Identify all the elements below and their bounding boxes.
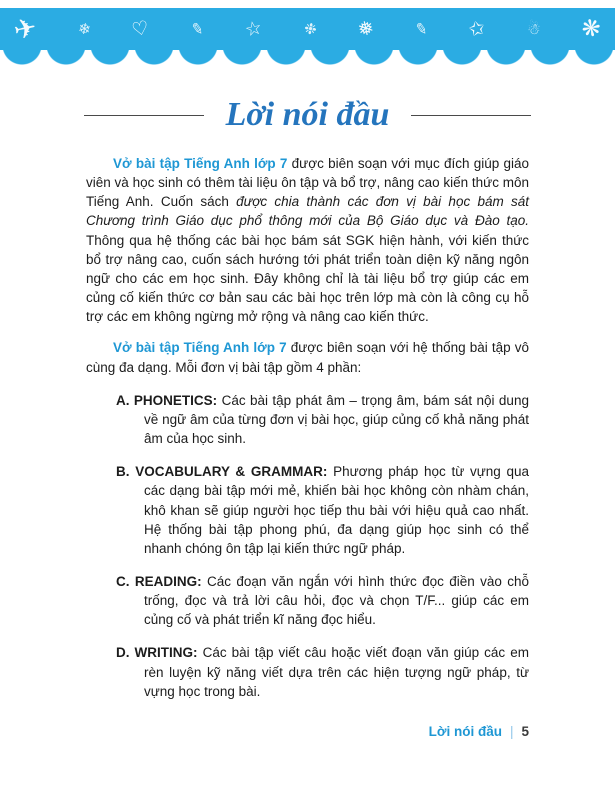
sparkle-icon: ❉: [302, 18, 318, 39]
item-letter: A.: [116, 392, 130, 408]
page-title: Lời nói đầu: [225, 96, 390, 133]
list-item-writing: [116, 643, 529, 700]
book-title-highlight: Vở bài tập Tiếng Anh lớp 7: [113, 156, 288, 171]
sparkle-icon: ❋: [579, 13, 604, 44]
footer-section-label: Lời nói đầu: [428, 724, 502, 739]
page-number: 5: [521, 724, 529, 739]
item-title: PHONETICS:: [133, 392, 218, 408]
content-body: [0, 154, 615, 701]
title-rule-left: [84, 115, 204, 116]
list-item-reading: [116, 572, 529, 629]
list-item-phonetics: [116, 391, 529, 448]
item-title: VOCABULARY & GRAMMAR:: [135, 464, 328, 480]
star-icon: ☆: [242, 15, 264, 42]
item-letter: D.: [116, 645, 130, 661]
paragraph-text: được biên soạn với mục đích giúp giáo viên và học sinh có thêm tài liệu ôn tập và bổ trợ, nâng cao kiến thức môn Tiếng Anh. Cuốn sách: [86, 156, 529, 210]
heart-icon: ♡: [130, 15, 152, 42]
book-title-highlight: Vở bài tập Tiếng Anh lớp 7: [113, 340, 287, 356]
paragraph-text: được biên soạn với hệ thống bài tập vô cùng đa dạng. Mỗi đơn vị bài tập gồm 4 phần:: [86, 340, 529, 375]
banner-icon-row: [0, 8, 615, 50]
page-footer: [429, 724, 529, 739]
item-text: Phương pháp học từ vựng qua các dạng bài tập mới mẻ, khiến bài học không còn nhàm chán, khô khan sẽ giúp người học tiếp thu bài với hiệu quả cao nhất. Hệ thống bài tập phong phú, đa dạng giúp học sinh có thể nhanh chóng ôn tập lại kiến thức ngữ pháp.: [144, 464, 529, 556]
snowflake-icon: ❄: [76, 18, 93, 39]
paragraph-text: Thông qua hệ thống các bài học bám sát SGK hiện hành, với kiến thức bổ trợ nâng cao, cuốn sách hướng tới phát triển toàn diện kỹ năng ngôn ngữ cho các em học sinh. Đây không chỉ là tài liệu bổ trợ giúp các em củng cố kiến thức cơ bản sau các bài học trên lớp mà còn là công cụ hỗ trợ các em không ngừng mở rộng và nâng cao kiến thức.: [86, 232, 529, 325]
item-title: READING:: [134, 573, 202, 589]
item-text: Các bài tập viết câu hoặc viết đoạn văn giúp các em rèn luyện kỹ năng viết dựa trên các hiện tượng ngữ pháp, từ vựng học trong bài.: [144, 645, 529, 699]
intro-paragraph-2: [86, 338, 529, 376]
pencil-icon: ✎: [413, 18, 430, 39]
item-title: WRITING:: [134, 645, 198, 661]
curriculum-italic-text: được chia thành các đơn vị bài học bám sát Chương trình Giáo dục phổ thông mới của Bộ Giáo dục và Đào tạo.: [86, 194, 529, 229]
footer-separator: |: [509, 724, 514, 739]
item-letter: B.: [116, 464, 130, 480]
item-text: Các đoạn văn ngắn với hình thức đọc điền vào chỗ trống, đọc và trả lời câu hỏi, đọc và chọn T/F... giúp các em củng cố và phát triển kĩ năng đọc hiểu.: [144, 573, 529, 628]
star-icon: ✩: [466, 16, 488, 41]
title-row: [84, 96, 531, 134]
banner-scallop-edge: [0, 50, 615, 66]
title-rule-right: [411, 115, 531, 116]
pencil-icon: ✎: [189, 18, 205, 39]
intro-paragraph-1: [86, 154, 529, 326]
paper-plane-icon: ✈: [11, 11, 40, 47]
section-list: [86, 391, 529, 701]
snowflake-icon: ❅: [355, 16, 376, 41]
snowman-icon: ☃: [525, 18, 542, 39]
item-text: Các bài tập phát âm – trọng âm, bám sát nội dung về ngữ âm của từng đơn vị bài học, giúp củng cố khả năng phát âm của học sinh.: [144, 392, 529, 447]
decorative-banner: [0, 8, 615, 50]
item-letter: C.: [116, 573, 130, 589]
list-item-vocabulary-grammar: [116, 462, 529, 558]
